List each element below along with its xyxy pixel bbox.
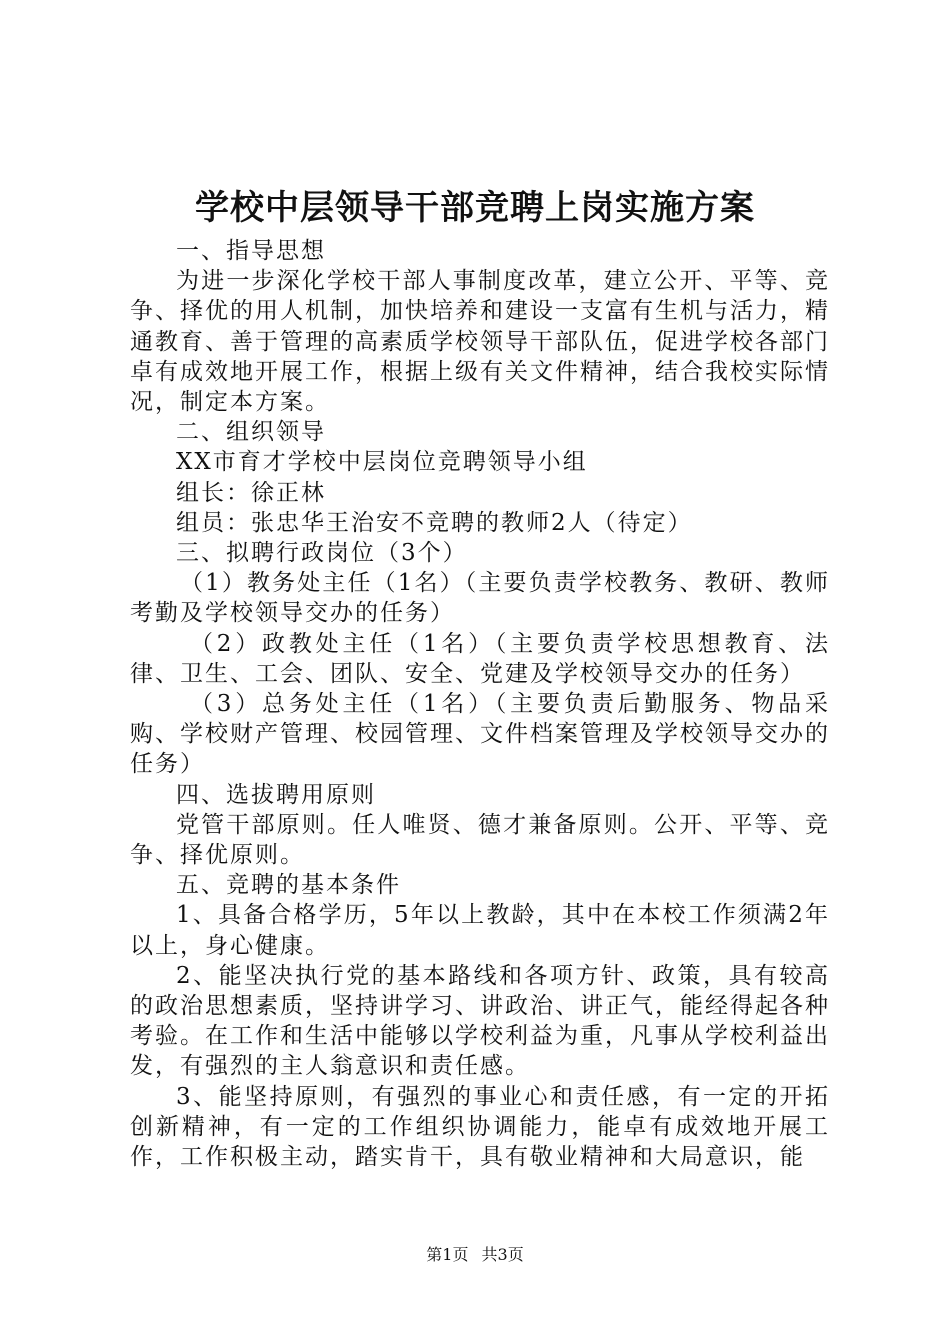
section-heading-3: 三、拟聘行政岗位（3个） xyxy=(176,540,468,567)
paragraph-condition-2: 2、能坚决执行党的基本路线和各项方针、政策，具有较高的政治思想素质，坚持讲学习、讲政治、讲正气，能经得起各种考验。在工作和生活中能够以学校利益为重，凡事从学校利益出发，有强烈的主人翁意识和责任感。 xyxy=(130,962,830,1080)
document-body xyxy=(130,236,830,1172)
paragraph-post-1: （1）教务处主任（1名）（主要负责学校教务、教研、教师考勤及学校领导交办的任务） xyxy=(130,570,830,627)
section-heading-2: 二、组织领导 xyxy=(176,419,326,446)
paragraph-post-2: （2）政教处主任（1名）（主要负责学校思想教育、法律、卫生、工会、团队、安全、党建及学校领导交办的任务） xyxy=(130,630,830,687)
document-title: 学校中层领导干部竞聘上岗实施方案 xyxy=(195,188,755,228)
page-number-total: 共3页 xyxy=(481,1245,524,1264)
page-number-current: 第1页 xyxy=(426,1245,469,1264)
paragraph-post-3: （3）总务处主任（1名）（主要负责后勤服务、物品采购、学校财产管理、校园管理、文件档案管理及学校领导交办的任务） xyxy=(130,691,830,778)
paragraph-principles: 党管干部原则。任人唯贤、德才兼备原则。公开、平等、竞争、择优原则。 xyxy=(130,811,830,869)
section-heading-4: 四、选拔聘用原则 xyxy=(176,781,376,808)
paragraph-group-members: 组员：张忠华王治安不竞聘的教师2人（待定） xyxy=(176,509,693,536)
paragraph-guiding-ideology: 为进一步深化学校干部人事制度改革，建立公开、平等、竞争、择优的用人机制，加快培养和建设一支富有生机与活力，精通教育、善于管理的高素质学校领导干部队伍，促进学校各部门卓有成效地开展工作，根据上级有关文件精神，结合我校实际情况，制定本方案。 xyxy=(130,268,830,416)
page-footer xyxy=(0,1244,950,1266)
paragraph-condition-1: 1、具备合格学历，5年以上教龄，其中在本校工作须满2年以上，身心健康。 xyxy=(130,902,830,959)
section-heading-1: 一、指导思想 xyxy=(176,238,326,264)
paragraph-leading-group: XX市育才学校中层岗位竞聘领导小组 xyxy=(176,449,588,476)
section-heading-5: 五、竞聘的基本条件 xyxy=(176,872,401,899)
paragraph-condition-3: 3、能坚持原则，有强烈的事业心和责任感，有一定的开拓创新精神，有一定的工作组织协调能力，能卓有成效地开展工作，工作积极主动，踏实肯干，具有敬业精神和大局意识，能 xyxy=(130,1083,830,1171)
paragraph-group-leader: 组长：徐正林 xyxy=(176,479,326,506)
